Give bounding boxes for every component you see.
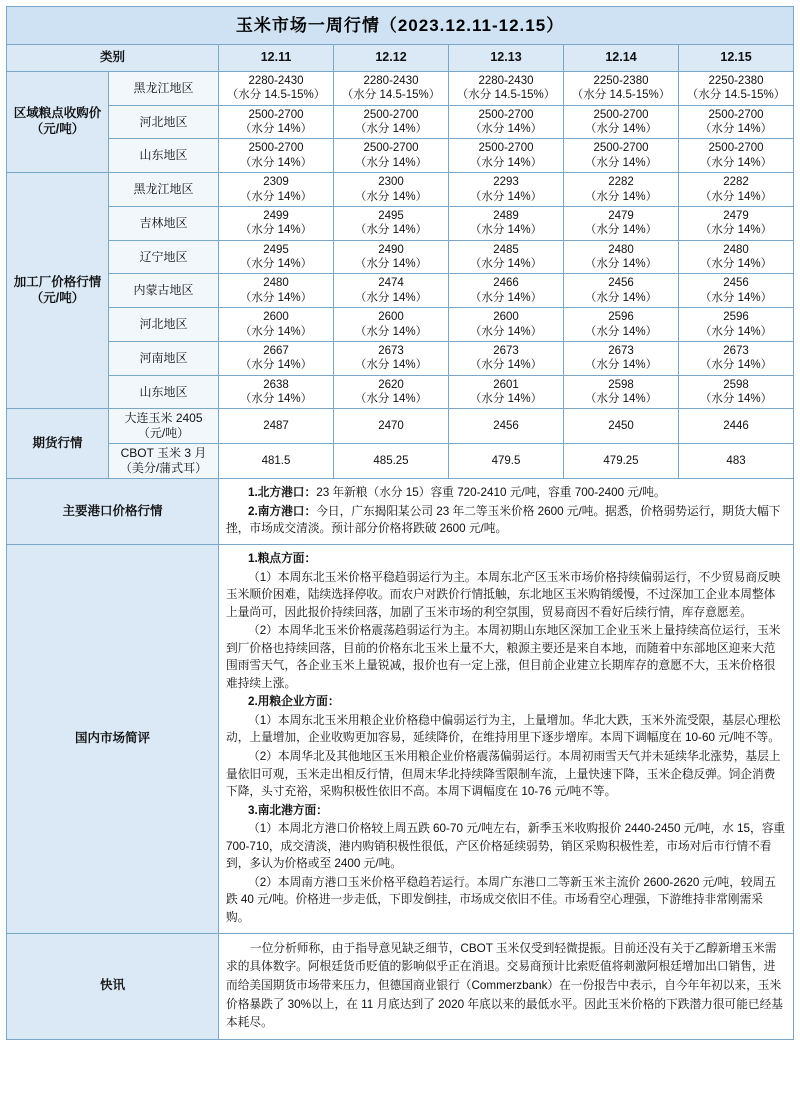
price-moisture: （水分 14%） xyxy=(699,123,773,135)
row-region-label: 山东地区 xyxy=(109,375,219,409)
date-header-2: 12.12 xyxy=(334,45,449,72)
price-moisture: （水分 14%） xyxy=(469,393,543,405)
price-cell xyxy=(564,173,679,207)
price-cell xyxy=(679,375,794,409)
price-value: 2596 xyxy=(608,311,634,324)
table-row xyxy=(7,409,794,444)
price-cell xyxy=(334,206,449,240)
price-cell xyxy=(334,240,449,274)
price-cell xyxy=(564,206,679,240)
review-paragraph: （2）本周华北玉米价格震荡趋弱运行为主。本周初期山东地区深加工企业玉米上量持续高位运行，玉米到厂价格也持续回落，目前的价格东北玉米上量不大，粮源主要还是来自本地，而随着中东部地区迎来大范围雨雪天气，各企业玉米上量锐减，报价也有一定上涨，但目前企业建立长期库存的意愿不大，玉米价格很难持续上涨。 xyxy=(226,624,781,690)
price-cell xyxy=(679,105,794,139)
price-moisture: （水分 14%） xyxy=(469,258,543,270)
table-row xyxy=(7,105,794,139)
review-heading-text: 1.粮点方面： xyxy=(248,552,317,566)
price-moisture: （水分 14%） xyxy=(699,325,773,338)
date-header-1: 12.11 xyxy=(219,45,334,72)
port-paragraph-heading: 2.南方港口： xyxy=(248,504,317,518)
price-cell xyxy=(449,173,564,207)
price-moisture: （水分 14%） xyxy=(584,291,658,304)
price-value: 2500-2700 xyxy=(593,142,649,155)
price-value: 2479 xyxy=(723,209,749,222)
price-moisture: （水分 14%） xyxy=(354,393,428,405)
price-moisture: （水分 14%） xyxy=(239,291,313,304)
corn-market-table xyxy=(6,6,794,1040)
price-cell xyxy=(219,139,334,173)
price-value: 2601 xyxy=(493,378,519,391)
row-region-label: 黑龙江地区 xyxy=(109,173,219,207)
price-moisture: （水分 14%） xyxy=(584,359,658,372)
price-cell xyxy=(219,409,334,444)
price-moisture: （水分 14.5-15%） xyxy=(226,89,326,102)
review-paragraph: （2）本周南方港口玉米价格平稳趋若运行。本周广东港口二等新玉米主流价 2600-2620 元/吨，较周五跌 40 元/吨。价格进一步走低，下即发倒挂，市场成交依旧不佳。市场看空心理强，下游维持非常刚需采购。 xyxy=(226,875,776,924)
price-value: 2293 xyxy=(493,176,519,189)
price-moisture: （水分 14%） xyxy=(354,123,428,135)
table-row xyxy=(7,139,794,173)
price-moisture: （水分 14%） xyxy=(699,190,773,203)
table-row xyxy=(7,274,794,308)
port-section-text xyxy=(219,479,794,545)
section-label: 加工厂价格行情（元/吨） xyxy=(7,173,109,409)
price-value: 2446 xyxy=(723,420,749,433)
price-value: 2673 xyxy=(723,344,749,357)
price-moisture: （水分 14%） xyxy=(354,156,428,169)
price-value: 2596 xyxy=(723,311,749,324)
price-cell xyxy=(564,240,679,274)
price-moisture: （水分 14%） xyxy=(239,156,313,169)
price-value: 2480 xyxy=(723,243,749,256)
port-paragraph xyxy=(226,503,786,538)
price-moisture: （水分 14%） xyxy=(469,325,543,338)
price-moisture: （水分 14%） xyxy=(239,325,313,338)
price-moisture: （水分 14.5-15%） xyxy=(686,89,786,102)
table-row xyxy=(7,444,794,479)
price-value: 2667 xyxy=(263,344,289,357)
price-value: 2673 xyxy=(378,344,404,357)
price-moisture: （水分 14%） xyxy=(469,291,543,304)
price-value: 2673 xyxy=(493,344,519,357)
price-value: 479.25 xyxy=(603,455,639,468)
price-cell xyxy=(564,308,679,342)
row-region-label: 河北地区 xyxy=(109,308,219,342)
price-moisture: （水分 14%） xyxy=(354,359,428,372)
review-paragraph: （1）本周北方港口价格较上周五跌 60-70 元/吨左右，新季玉米收购报价 2440-2450 元/吨，水 15，容重 700-710，成交清淡，港内购销积极性很低，产区价格延续弱势，销区采购积极性差，市场对后市行情不看到，多认为价格或至 2400 元/吨。 xyxy=(226,822,786,871)
port-paragraph-body: 23 年新粮（水分 15）容重 720-2410 元/吨，容重 700-2400 元/吨。 xyxy=(316,486,666,500)
price-moisture: （水分 14%） xyxy=(584,224,658,237)
price-cell xyxy=(219,173,334,207)
price-moisture: （水分 14.5-15%） xyxy=(571,89,671,102)
price-cell xyxy=(449,274,564,308)
port-paragraph-heading: 1.北方港口： xyxy=(248,486,317,500)
price-moisture: （水分 14%） xyxy=(699,258,773,270)
news-section-label: 快讯 xyxy=(7,933,219,1040)
price-value: 2309 xyxy=(263,176,289,189)
row-region-label: CBOT 玉米 3 月（美分/蒲式耳） xyxy=(109,444,219,479)
row-region-label: 河南地区 xyxy=(109,341,219,375)
price-value: 2500-2700 xyxy=(363,108,419,121)
price-value: 2485 xyxy=(493,243,519,256)
price-value: 2598 xyxy=(723,378,749,391)
port-paragraph-body: 今日，广东揭阳某公司 23 年二等玉米价格 2600 元/吨。据悉，价格弱势运行，期货大幅下挫，市场成交清淡。预计部分价格将跌破 2600 元/吨。 xyxy=(226,504,781,536)
review-section-label: 国内市场简评 xyxy=(7,545,219,933)
price-cell xyxy=(679,206,794,240)
price-cell xyxy=(219,341,334,375)
price-cell xyxy=(449,71,564,105)
port-section-label: 主要港口价格行情 xyxy=(7,479,219,545)
price-value: 2487 xyxy=(263,420,289,433)
price-cell xyxy=(219,105,334,139)
row-region-label: 山东地区 xyxy=(109,139,219,173)
price-value: 2479 xyxy=(608,209,634,222)
header-row xyxy=(7,45,794,72)
port-paragraph xyxy=(226,484,786,502)
price-cell xyxy=(679,139,794,173)
port-section-row xyxy=(7,479,794,545)
price-moisture: （水分 14%） xyxy=(699,393,773,405)
price-cell xyxy=(449,375,564,409)
price-moisture: （水分 14%） xyxy=(239,258,313,270)
price-value: 2280-2430 xyxy=(248,74,304,87)
price-value: 2466 xyxy=(493,277,519,290)
row-region-label: 河北地区 xyxy=(109,105,219,139)
price-cell xyxy=(219,308,334,342)
price-cell xyxy=(679,341,794,375)
price-cell xyxy=(449,409,564,444)
price-value: 2282 xyxy=(723,176,749,189)
price-value: 2300 xyxy=(378,176,404,189)
price-value: 2280-2430 xyxy=(363,74,419,87)
price-cell xyxy=(449,139,564,173)
table-row xyxy=(7,308,794,342)
price-cell xyxy=(219,444,334,479)
price-cell xyxy=(679,240,794,274)
date-header-5: 12.15 xyxy=(679,45,794,72)
price-value: 2250-2380 xyxy=(593,74,649,87)
price-cell xyxy=(679,173,794,207)
price-value: 2250-2380 xyxy=(708,74,764,87)
price-cell xyxy=(449,206,564,240)
price-cell xyxy=(219,375,334,409)
price-moisture: （水分 14%） xyxy=(699,156,773,169)
price-cell xyxy=(679,308,794,342)
price-moisture: （水分 14%） xyxy=(469,123,543,135)
price-cell xyxy=(334,308,449,342)
review-heading-text: 2.用粮企业方面： xyxy=(248,695,340,709)
news-section-text: 一位分析师称，由于指导意见缺乏细节，CBOT 玉米仅受到轻微提振。目前还没有关于乙醇新增玉米需求的具体数字。阿根廷货币贬值的影响似乎正在消退。交易商预计比索贬值将刺激阿根廷增加出口销售，进而给美国期货市场带来压力，但德国商业银行（Commerzbank）在一份报告中表示，自今年年初以来，玉米价格暴跌了 30%以上，在 11 月底达到了 2020 年底以来的最低水平。因此玉米价格的下跌潜力很可能已经基本耗尽。 xyxy=(219,933,794,1040)
price-cell xyxy=(449,444,564,479)
price-cell xyxy=(219,206,334,240)
price-value: 2456 xyxy=(723,277,749,290)
price-cell xyxy=(449,105,564,139)
price-cell xyxy=(564,274,679,308)
price-moisture: （水分 14%） xyxy=(354,325,428,338)
price-moisture: （水分 14%） xyxy=(584,325,658,338)
price-cell xyxy=(679,71,794,105)
price-moisture: （水分 14%） xyxy=(699,224,773,237)
price-cell xyxy=(564,341,679,375)
price-value: 2500-2700 xyxy=(708,142,764,155)
price-value: 2480 xyxy=(608,243,634,256)
row-region-label: 内蒙古地区 xyxy=(109,274,219,308)
price-cell xyxy=(449,308,564,342)
date-header-3: 12.13 xyxy=(449,45,564,72)
price-value: 2456 xyxy=(608,277,634,290)
price-moisture: （水分 14%） xyxy=(584,393,658,405)
price-cell xyxy=(219,240,334,274)
price-value: 2450 xyxy=(608,420,634,433)
price-cell xyxy=(564,409,679,444)
price-cell xyxy=(564,71,679,105)
table-row xyxy=(7,71,794,105)
price-value: 2282 xyxy=(608,176,634,189)
row-region-label: 吉林地区 xyxy=(109,206,219,240)
price-cell xyxy=(334,139,449,173)
price-moisture: （水分 14%） xyxy=(699,359,773,372)
price-value: 2456 xyxy=(493,420,519,433)
price-cell xyxy=(334,105,449,139)
price-value: 2620 xyxy=(378,378,404,391)
section-label: 区域粮点收购价（元/吨） xyxy=(7,71,109,172)
price-cell xyxy=(334,375,449,409)
price-moisture: （水分 14%） xyxy=(239,359,313,372)
price-value: 2600 xyxy=(378,311,404,324)
price-cell xyxy=(334,444,449,479)
review-section-row xyxy=(7,545,794,933)
date-header-4: 12.14 xyxy=(564,45,679,72)
price-cell xyxy=(334,274,449,308)
price-cell xyxy=(679,409,794,444)
review-heading-text: 3.南北港方面： xyxy=(248,803,328,817)
price-value: 2489 xyxy=(493,209,519,222)
table-row xyxy=(7,173,794,207)
price-moisture: （水分 14%） xyxy=(584,156,658,169)
price-cell xyxy=(564,139,679,173)
price-moisture: （水分 14%） xyxy=(584,190,658,203)
price-moisture: （水分 14%） xyxy=(584,258,658,270)
review-heading xyxy=(226,550,786,568)
news-section-row xyxy=(7,933,794,1040)
price-value: 485.25 xyxy=(373,455,409,468)
price-cell xyxy=(564,375,679,409)
price-value: 2500-2700 xyxy=(363,142,419,155)
table-row xyxy=(7,375,794,409)
price-moisture: （水分 14%） xyxy=(354,190,428,203)
row-region-label: 辽宁地区 xyxy=(109,240,219,274)
price-cell xyxy=(334,409,449,444)
page-title: 玉米市场一周行情（2023.12.11-12.15） xyxy=(7,7,794,45)
table-row xyxy=(7,341,794,375)
price-cell xyxy=(679,444,794,479)
price-moisture: （水分 14%） xyxy=(239,190,313,203)
price-value: 2495 xyxy=(378,209,404,222)
price-value: 2600 xyxy=(263,311,289,324)
price-cell xyxy=(334,341,449,375)
price-moisture: （水分 14%） xyxy=(699,291,773,304)
price-moisture: （水分 14%） xyxy=(469,156,543,169)
price-moisture: （水分 14.5-15%） xyxy=(341,89,441,102)
price-cell xyxy=(219,274,334,308)
price-cell xyxy=(449,341,564,375)
review-section-text xyxy=(219,545,794,933)
price-value: 2474 xyxy=(378,277,404,290)
price-value: 2500-2700 xyxy=(708,108,764,121)
row-region-label: 大连玉米 2405（元/吨） xyxy=(109,409,219,444)
price-value: 2500-2700 xyxy=(478,108,534,121)
price-cell xyxy=(564,444,679,479)
table-row xyxy=(7,206,794,240)
price-value: 481.5 xyxy=(261,455,291,468)
price-value: 2495 xyxy=(263,243,289,256)
price-moisture: （水分 14%） xyxy=(469,190,543,203)
price-value: 2500-2700 xyxy=(248,142,304,155)
price-value: 2598 xyxy=(608,378,634,391)
price-value: 2499 xyxy=(263,209,289,222)
price-moisture: （水分 14%） xyxy=(239,393,313,405)
price-value: 2280-2430 xyxy=(478,74,534,87)
price-moisture: （水分 14%） xyxy=(354,224,428,237)
price-cell xyxy=(564,105,679,139)
price-value: 2638 xyxy=(263,378,289,391)
price-value: 2500-2700 xyxy=(593,108,649,121)
price-cell xyxy=(219,71,334,105)
review-paragraph: （1）本周东北玉米用粮企业价格稳中偏弱运行为主，上量增加。华北大跌，玉米外流受限，基层心理松动，上量增加，企业收购更加容易，延续降价，在维持用里下逐步增库。本周下调幅度在 10-60 元/吨不等。 xyxy=(226,713,781,745)
price-moisture: （水分 14%） xyxy=(354,291,428,304)
price-moisture: （水分 14%） xyxy=(469,224,543,237)
price-value: 2490 xyxy=(378,243,404,256)
price-value: 483 xyxy=(726,455,746,468)
price-value: 2500-2700 xyxy=(248,108,304,121)
price-value: 2480 xyxy=(263,277,289,290)
price-value: 2600 xyxy=(493,311,519,324)
price-value: 2470 xyxy=(378,420,404,433)
title-row xyxy=(7,7,794,45)
review-heading xyxy=(226,693,786,711)
price-cell xyxy=(679,274,794,308)
price-value: 479.5 xyxy=(491,455,521,468)
price-moisture: （水分 14%） xyxy=(584,123,658,135)
row-region-label: 黑龙江地区 xyxy=(109,71,219,105)
review-paragraph: （1）本周东北玉米价格平稳趋弱运行为主。本周东北产区玉米市场价格持续偏弱运行，不少贸易商反映玉米顺价困难，陆续选择停收。而农户对跌价行情抵触，东北地区玉米购销缓慢，不过深加工企业本周整体上量尚可，因此报价持续回落，加剧了玉米市场的利空氛围，贸易商因不看好后续行情，库存意愿差。 xyxy=(226,570,781,619)
price-moisture: （水分 14%） xyxy=(239,123,313,135)
price-moisture: （水分 14.5-15%） xyxy=(456,89,556,102)
price-value: 2500-2700 xyxy=(478,142,534,155)
table-row xyxy=(7,240,794,274)
review-heading xyxy=(226,802,786,820)
price-moisture: （水分 14%） xyxy=(354,258,428,270)
price-moisture: （水分 14%） xyxy=(469,359,543,372)
price-moisture: （水分 14%） xyxy=(239,224,313,237)
section-label: 期货行情 xyxy=(7,409,109,479)
price-value: 2673 xyxy=(608,344,634,357)
price-cell xyxy=(334,173,449,207)
category-header: 类别 xyxy=(7,45,219,72)
price-cell xyxy=(334,71,449,105)
review-paragraph: （2）本周华北及其他地区玉米用粮企业价格震荡偏弱运行。本周初雨雪天气并未延续华北涨势，基层上量依旧可观，玉米走出相反行情，但周末华北持续降雪限制车流，上量快速下降，玉米企稳反弹。饲企消费下降，头寸充裕，采购积极性依旧不高。本周下调幅度在 10-76 元/吨不等。 xyxy=(226,750,781,799)
price-cell xyxy=(449,240,564,274)
